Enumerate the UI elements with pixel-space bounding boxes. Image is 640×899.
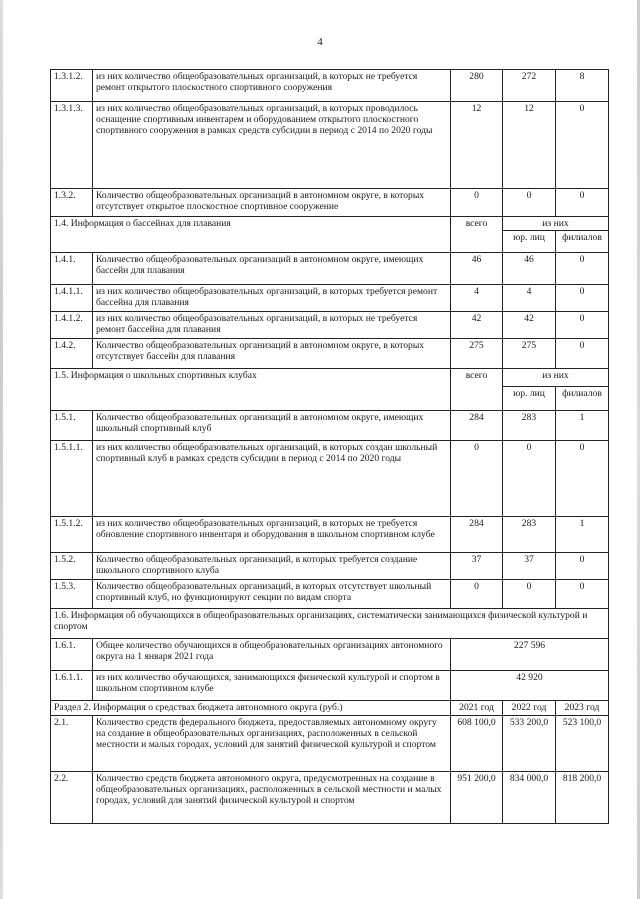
value-branch: 0 xyxy=(556,441,609,517)
value-legal: 12 xyxy=(503,102,556,189)
table-row xyxy=(51,772,609,824)
value-total: 37 xyxy=(451,553,503,580)
row-number: 1.5.1.1. xyxy=(51,441,93,517)
value-legal: 4 xyxy=(503,285,556,312)
value-merged: 227 596 xyxy=(451,639,609,671)
row-text: Количество общеобразовательных организаций в автономном округе, в которых отсутствует открытое плоскостное спортивное сооружение xyxy=(93,189,451,217)
value-branch: 0 xyxy=(556,285,609,312)
row-number: 1.5.1.2. xyxy=(51,517,93,553)
table-row xyxy=(51,517,609,553)
section-title: Раздел 2. Информация о средствах бюджета автономного округа (руб.) xyxy=(51,701,451,716)
row-text: из них количество общеобразовательных организаций, в которых проводилось оснащение спортивным инвентарем и оборудованием открытого плоскостного спортивного сооружения в рамках средств субсидии в период с 2014 по 2020 годы xyxy=(93,102,451,189)
table-row xyxy=(51,253,609,285)
row-text: из них количество общеобразовательных организаций, в которых не требуется ремонт открытого плоскостного спортивного сооружения xyxy=(93,70,451,102)
report-table xyxy=(50,69,609,824)
value-legal: 0 xyxy=(503,580,556,609)
col-branch-label: филиалов xyxy=(556,387,609,411)
section-title: 1.4. Информация о бассейнах для плавания xyxy=(51,217,451,253)
row-number: 1.5.2. xyxy=(51,553,93,580)
row-number: 2.1. xyxy=(51,716,93,772)
row-number: 1.4.1.2. xyxy=(51,312,93,339)
value-total: 4 xyxy=(451,285,503,312)
row-number: 1.6.1. xyxy=(51,639,93,671)
value-legal: 42 xyxy=(503,312,556,339)
value-legal: 0 xyxy=(503,441,556,517)
value-branch: 0 xyxy=(556,339,609,369)
row-text: из них количество общеобразовательных организаций, в которых требуется ремонт бассейна для плавания xyxy=(93,285,451,312)
row-text: Количество средств бюджета автономного округа, предусмотренных на создание в общеобразовательных организациях, расположенных в сельской местности и малых городах, условий для занятий физической культурой и спортом xyxy=(93,772,451,824)
value-2021: 608 100,0 xyxy=(451,716,503,772)
section-title: 1.6. Информация об обучающихся в общеобразовательных организациях, систематически занимающихся физической культурой и спортом xyxy=(51,609,609,639)
value-legal: 37 xyxy=(503,553,556,580)
col-branch-label: филиалов xyxy=(556,231,609,253)
table-row xyxy=(51,553,609,580)
value-2023: 818 200,0 xyxy=(556,772,609,824)
row-number: 1.5.3. xyxy=(51,580,93,609)
value-legal: 0 xyxy=(503,189,556,217)
table-row xyxy=(51,339,609,369)
col-total-label: всего xyxy=(451,217,503,253)
table-row xyxy=(51,312,609,339)
col-legal-label: юр. лиц xyxy=(503,231,556,253)
value-total: 0 xyxy=(451,441,503,517)
page-number: 4 xyxy=(317,36,323,48)
table-row xyxy=(51,411,609,441)
value-total: 12 xyxy=(451,102,503,189)
value-branch: 0 xyxy=(556,189,609,217)
col-legal-label: юр. лиц xyxy=(503,387,556,411)
table-row xyxy=(51,285,609,312)
value-legal: 272 xyxy=(503,70,556,102)
table-row xyxy=(51,639,609,671)
section-header xyxy=(51,701,609,716)
col-of-them-label: из них xyxy=(503,217,609,231)
value-total: 46 xyxy=(451,253,503,285)
value-2021: 951 200,0 xyxy=(451,772,503,824)
table-row xyxy=(51,716,609,772)
value-branch: 0 xyxy=(556,580,609,609)
section-header xyxy=(51,369,609,387)
value-2022: 834 000,0 xyxy=(503,772,556,824)
value-total: 284 xyxy=(451,517,503,553)
scan-edge-left xyxy=(0,0,3,899)
value-merged: 42 920 xyxy=(451,671,609,701)
row-number: 1.3.2. xyxy=(51,189,93,217)
row-number: 1.3.1.2. xyxy=(51,70,93,102)
row-text: из них количество общеобразовательных организаций, в которых создан школьный спортивный клуб в рамках средств субсидии в период с 2014 по 2020 годы xyxy=(93,441,451,517)
row-number: 1.6.1.1. xyxy=(51,671,93,701)
table-row xyxy=(51,441,609,517)
row-number: 1.3.1.3. xyxy=(51,102,93,189)
row-text: из них количество общеобразовательных организаций, в которых не требуется ремонт бассейна для плавания xyxy=(93,312,451,339)
value-branch: 0 xyxy=(556,253,609,285)
row-number: 1.4.1.1. xyxy=(51,285,93,312)
row-text: Количество общеобразовательных организаций в автономном округе, имеющих бассейн для плавания xyxy=(93,253,451,285)
col-total-label: всего xyxy=(451,369,503,411)
row-number: 1.4.2. xyxy=(51,339,93,369)
row-text: из них количество обучающихся, занимающихся физической культурой и спортом в школьном спортивном клубе xyxy=(93,671,451,701)
row-text: Количество средств федерального бюджета, предоставляемых автономному округу на создание в общеобразовательных организациях, расположенных в сельской местности и малых городах, условий для занятий физической культурой и спортом xyxy=(93,716,451,772)
value-legal: 283 xyxy=(503,517,556,553)
value-legal: 283 xyxy=(503,411,556,441)
value-branch: 0 xyxy=(556,102,609,189)
value-branch: 0 xyxy=(556,553,609,580)
value-total: 42 xyxy=(451,312,503,339)
col-year-2023: 2023 год xyxy=(556,701,609,716)
value-2023: 523 100,0 xyxy=(556,716,609,772)
row-text: Количество общеобразовательных организаций, в которых отсутствует школьный спортивный клуб, но функционируют секции по видам спорта xyxy=(93,580,451,609)
col-year-2021: 2021 год xyxy=(451,701,503,716)
row-text: Количество общеобразовательных организаций в автономном округе, имеющих школьный спортивный клуб xyxy=(93,411,451,441)
value-branch: 0 xyxy=(556,312,609,339)
value-total: 284 xyxy=(451,411,503,441)
table-row xyxy=(51,70,609,102)
table-row xyxy=(51,102,609,189)
row-number: 1.4.1. xyxy=(51,253,93,285)
value-branch: 1 xyxy=(556,411,609,441)
value-2022: 533 200,0 xyxy=(503,716,556,772)
col-of-them-label: из них xyxy=(503,369,609,387)
value-branch: 8 xyxy=(556,70,609,102)
section-header xyxy=(51,217,609,231)
section-title: 1.5. Информация о школьных спортивных клубах xyxy=(51,369,451,411)
row-text: Количество общеобразовательных организаций, в которых требуется создание школьного спортивного клуба xyxy=(93,553,451,580)
value-total: 275 xyxy=(451,339,503,369)
table-row xyxy=(51,671,609,701)
row-number: 2.2. xyxy=(51,772,93,824)
value-total: 280 xyxy=(451,70,503,102)
table-row xyxy=(51,189,609,217)
row-text: Общее количество обучающихся в общеобразовательных организациях автономного округа на 1 января 2021 года xyxy=(93,639,451,671)
row-number: 1.5.1. xyxy=(51,411,93,441)
value-total: 0 xyxy=(451,580,503,609)
row-text: Количество общеобразовательных организаций в автономном округе, в которых отсутствует бассейн для плавания xyxy=(93,339,451,369)
table-row xyxy=(51,580,609,609)
col-year-2022: 2022 год xyxy=(503,701,556,716)
value-branch: 1 xyxy=(556,517,609,553)
value-legal: 275 xyxy=(503,339,556,369)
row-text: из них количество общеобразовательных организаций, в которых не требуется обновление спортивного инвентаря и оборудования в школьном спортивном клубе xyxy=(93,517,451,553)
value-total: 0 xyxy=(451,189,503,217)
section-header xyxy=(51,609,609,639)
value-legal: 46 xyxy=(503,253,556,285)
